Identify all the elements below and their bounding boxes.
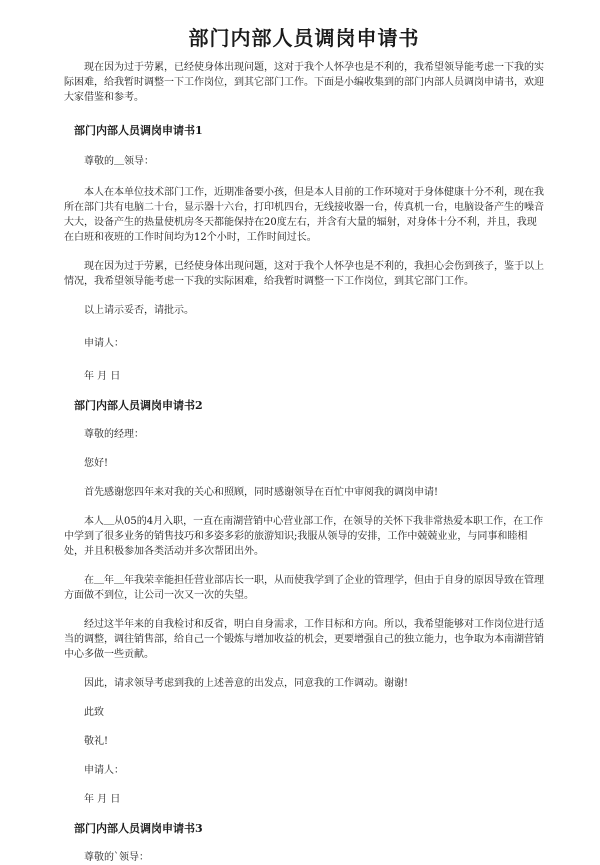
letter1-heading: 部门内部人员调岗申请书1 — [74, 124, 203, 137]
letter1-date: 年 月 日 — [84, 371, 121, 382]
letter3-salutation: 尊敬的`领导： — [84, 852, 149, 863]
letter2-paragraph-2: 本人＿从05的4月入职，一直在南湖营销中心营业部工作，在领导的关怀下我非常热爱本职工作，在工作中学到了很多业务的销售技巧和多姿多彩的旅游知识;我服从领导的安排，工作中兢兢业业，与同事和睦相处，并且积极参加各类活动并多次帮团出外。 — [64, 516, 544, 557]
letter2-date: 年 月 日 — [84, 794, 121, 805]
letter1-applicant: 申请人： — [84, 338, 124, 349]
letter2-paragraph-1: 首先感谢您四年来对我的关心和照顾，同时感谢领导在百忙中审阅我的调岗申请! — [84, 487, 439, 498]
letter2-salutation: 尊敬的经理： — [84, 429, 144, 440]
letter2-closing-1: 此致 — [84, 707, 104, 718]
letter2-greeting: 您好! — [84, 458, 109, 469]
letter2-paragraph-5: 因此，请求领导考虑到我的上述善意的出发点，同意我的工作调动。谢谢! — [84, 678, 409, 689]
letter1-paragraph-2: 现在因为过于劳累，已经使身体出现问题，这对于我个人怀孕也是不利的，我担心会伤到孩子，鉴于以上情况，我希望领导能考虑一下我的实际困难，给我暂时调整一下工作岗位，到其它部门工作。 — [64, 261, 544, 287]
letter1-paragraph-1: 本人在本单位技术部门工作，近期准备要小孩，但是本人目前的工作环境对于身体健康十分不利，现在我所在部门共有电脑二十台，显示器十六台，打印机四台，无线接收器一台，传真机一台，电脑设备产生的噪音大大，设备产生的热量使机房冬天都能保持在20度左右，并含有大量的辐射，对身体十分不利，并且，我现在白班和夜班的工作时间均为12个小时，工作时间过长。 — [64, 187, 544, 243]
letter2-paragraph-4: 经过这半年来的自我检讨和反省，明白自身需求，工作目标和方向。所以，我希望能够对工作岗位进行适当的调整，调往销售部，给自己一个锻炼与增加收益的机会，更要增强自己的独立能力，也争取为本南湖营销中心多做一些贡献。 — [64, 619, 544, 660]
letter3-heading: 部门内部人员调岗申请书3 — [74, 822, 203, 835]
document-title: 部门内部人员调岗申请书 — [188, 26, 420, 50]
letter2-paragraph-3: 在＿年＿年我荣幸能担任营业部店长一职，从而使我学到了企业的管理学，但由于自身的原因导致在管理方面做不到位，让公司一次又一次的失望。 — [64, 575, 544, 601]
letter2-applicant: 申请人： — [84, 765, 124, 776]
letter1-salutation: 尊敬的＿领导： — [84, 156, 154, 167]
letter2-heading: 部门内部人员调岗申请书2 — [74, 399, 203, 412]
letter1-closing: 以上请示妥否，请批示。 — [84, 305, 194, 316]
letter2-closing-2: 敬礼! — [84, 736, 109, 747]
intro-paragraph: 现在因为过于劳累，已经使身体出现问题，这对于我个人怀孕也是不利的，我希望领导能考虑一下我的实际困难，给我暂时调整一下工作岗位，到其它部门工作。下面是小编收集到的部门内部人员调岗申请书，欢迎大家借鉴和参考。 — [64, 62, 544, 103]
